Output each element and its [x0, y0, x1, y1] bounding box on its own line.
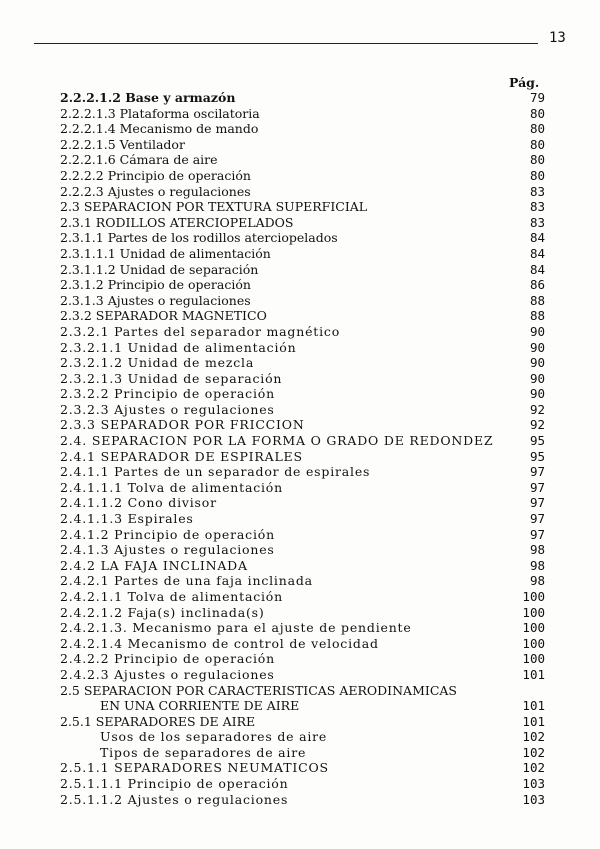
toc-entry-page: 97	[529, 479, 545, 495]
toc-entry-title-line: 2.3.2.1.1 Unidad de alimentación	[60, 339, 297, 355]
toc-entry-title-line: 2.3.2.1.3 Unidad de separación	[60, 370, 283, 386]
toc-entry-title	[60, 495, 217, 511]
toc-entry-title	[60, 760, 329, 776]
toc-entry	[60, 324, 545, 340]
toc-entry-title-line: 2.3.1 RODILLOS ATERCIOPELADOS	[60, 214, 294, 230]
toc-entry	[60, 464, 545, 480]
toc-entry-page: 97	[529, 464, 545, 480]
toc-entry-title	[60, 340, 296, 356]
toc-entry-title	[100, 745, 306, 761]
toc-entry-page: 90	[529, 323, 545, 339]
toc-entry-page: 100	[522, 635, 545, 651]
toc-entry	[60, 589, 545, 605]
toc-entry-page: 80	[529, 152, 545, 168]
toc-entry-title	[60, 589, 283, 605]
toc-entry-page: 102	[522, 760, 545, 776]
toc-entry-title	[60, 480, 283, 496]
toc-entry-title-line: Tipos de separadores de aire	[100, 744, 307, 760]
toc-entry-title	[60, 636, 379, 652]
toc-entry-page: 95	[529, 433, 545, 449]
toc-entry-page: 98	[529, 557, 545, 573]
toc-entry-title	[60, 355, 254, 371]
toc-entry-title	[60, 792, 288, 808]
toc-entry	[60, 683, 545, 714]
toc-entry	[60, 90, 545, 106]
toc-entry-page: 88	[529, 308, 545, 324]
toc-entry-page: 90	[529, 370, 545, 386]
toc-entry-title	[60, 527, 275, 543]
toc-entry	[60, 293, 545, 309]
toc-entry	[60, 745, 545, 761]
toc-entry-title	[60, 184, 251, 200]
toc-entry-page: 100	[522, 589, 545, 604]
toc-entry-title	[60, 433, 493, 449]
toc-entry-title	[60, 667, 275, 683]
toc-entry-page: 79	[529, 90, 545, 105]
toc-entry-page: 90	[529, 339, 545, 355]
toc-entry-page: 100	[522, 604, 545, 620]
toc-entry-title-line: 2.4.2.1 Partes de una faja inclinada	[60, 573, 313, 589]
toc-entry	[60, 215, 545, 231]
toc-entry	[60, 433, 545, 449]
toc-entry	[60, 277, 545, 293]
toc-entry-title	[60, 106, 260, 122]
toc-entry-page: 84	[529, 245, 545, 261]
toc-entry-page: 101	[522, 666, 545, 682]
toc-entry-title	[60, 776, 288, 792]
toc-entry	[60, 106, 545, 122]
toc-entry-title-line: 2.2.2.3 Ajustes o regulaciones	[60, 183, 251, 199]
toc-entry	[60, 199, 545, 215]
toc-entry-title	[60, 137, 185, 153]
toc-entry-title	[60, 199, 367, 215]
toc-entry-page: 97	[529, 511, 545, 527]
toc-entry-title-line: 2.2.2.1.2 Base y armazón	[60, 90, 236, 105]
toc-entry-title-line: 2.3.2 SEPARADOR MAGNETICO	[60, 308, 267, 324]
toc-entry-title-line: 2.5 SEPARACION POR CARACTERISTICAS AERODINAMICAS	[60, 682, 457, 698]
toc-entry-title	[60, 324, 340, 340]
toc-entry-page: 80	[529, 136, 545, 152]
toc-entry-title-line: 2.2.2.2 Principio de operación	[60, 167, 251, 183]
page-column-label: Pág.	[509, 75, 540, 90]
toc-entry	[60, 605, 545, 621]
toc-entry	[60, 760, 545, 776]
toc-entry	[60, 386, 545, 402]
toc-entry-page: 98	[529, 542, 545, 558]
toc-entry	[60, 636, 545, 652]
toc-entry	[60, 480, 545, 496]
toc-entry-title-line: 2.4.2.3 Ajustes o regulaciones	[60, 666, 275, 682]
toc-entry	[60, 714, 545, 730]
toc-entry-page: 90	[529, 386, 545, 402]
toc-entry-title	[60, 230, 338, 246]
toc-entry	[60, 729, 545, 745]
toc-entry	[60, 776, 545, 792]
toc-entry	[60, 184, 545, 200]
toc-entry-page: 102	[522, 744, 545, 760]
toc-entry-title-line: 2.4.2.1.2 Faja(s) inclinada(s)	[60, 604, 265, 620]
toc-entry-title	[60, 464, 370, 480]
toc-entry	[60, 620, 545, 636]
toc-entry-title-line: 2.4.1 SEPARADOR DE ESPIRALES	[60, 448, 303, 464]
toc-entry-title-line: 2.3.2.2 Principio de operación	[60, 386, 275, 402]
toc-entry-title	[60, 152, 218, 168]
toc-entry-title-line: 2.3.2.3 Ajustes o regulaciones	[60, 401, 275, 417]
toc-entry-page: 97	[529, 526, 545, 542]
toc-entry	[60, 340, 545, 356]
toc-entry	[60, 355, 545, 371]
toc-entry-page: 80	[529, 121, 545, 137]
toc-entry-title	[60, 277, 251, 293]
toc-entry-page: 102	[522, 729, 545, 745]
toc-entry	[60, 449, 545, 465]
header-rule	[34, 43, 538, 44]
toc-entry-title	[60, 386, 275, 402]
toc-entry-title-line: 2.2.2.1.3 Plataforma oscilatoria	[60, 105, 260, 121]
toc-entry-title-line: 2.5.1 SEPARADORES DE AIRE	[60, 713, 256, 729]
toc-entry-title	[60, 168, 251, 184]
toc-entry	[60, 137, 545, 153]
toc-entry-title-line: 2.3.1.3 Ajustes o regulaciones	[60, 292, 251, 308]
toc-entry-page: 98	[529, 573, 545, 589]
toc-entry-title-line: 2.4.2 LA FAJA INCLINADA	[60, 557, 248, 573]
toc-entry-title-line: 2.4.2.1.4 Mecanismo de control de velocidad	[60, 635, 379, 651]
toc-entry-title-line: Usos de los separadores de aire	[100, 729, 328, 745]
toc-entry-page: 90	[529, 355, 545, 371]
toc-entry-title-line: 2.2.2.1.6 Cámara de aire	[60, 152, 218, 168]
toc-entry-page: 83	[529, 183, 545, 199]
toc-entry-title	[60, 308, 267, 324]
toc-entry-title-line: 2.4.1.1.2 Cono divisor	[60, 495, 217, 511]
toc-entry	[60, 511, 545, 527]
toc-entry-title-line: 2.2.2.1.4 Mecanismo de mando	[60, 121, 259, 137]
toc-entry-title	[60, 121, 258, 137]
toc-entry-title-line: 2.4. SEPARACION POR LA FORMA O GRADO DE REDONDEZ	[60, 433, 494, 449]
toc-entry	[60, 402, 545, 418]
toc-entry-title-line: 2.3.1.1.1 Unidad de alimentación	[60, 245, 271, 261]
toc-entry-title-line: 2.3.2.1.2 Unidad de mezcla	[60, 355, 255, 371]
toc-entry	[60, 121, 545, 137]
toc-entry-page: 84	[529, 230, 545, 246]
table-of-contents	[60, 90, 545, 807]
toc-entry-title	[60, 605, 265, 621]
toc-entry-page: 101	[522, 698, 545, 714]
toc-entry-title-line: 2.3.2.1 Partes del separador magnético	[60, 323, 341, 339]
toc-entry	[60, 417, 545, 433]
toc-entry-page: 92	[529, 417, 545, 433]
toc-entry	[60, 230, 545, 246]
toc-entry-title	[60, 371, 282, 387]
page-number: 13	[549, 30, 566, 46]
toc-entry-page: 83	[529, 214, 545, 230]
toc-entry-title-line-2: EN UNA CORRIENTE DE AIRE	[100, 698, 300, 714]
toc-entry-title	[60, 558, 248, 574]
toc-entry-title	[60, 573, 313, 589]
toc-entry	[60, 371, 545, 387]
toc-entry-title	[60, 215, 293, 231]
toc-entry-title	[60, 90, 235, 106]
toc-entry-title	[60, 542, 275, 558]
toc-entry-title-line: 2.3.1.1.2 Unidad de separación	[60, 261, 259, 277]
toc-entry-title-line: 2.4.1.3 Ajustes o regulaciones	[60, 542, 275, 558]
toc-entry-title-line: 2.5.1.1.1 Principio de operación	[60, 775, 289, 791]
toc-entry-title	[60, 620, 412, 636]
toc-entry-title	[60, 651, 275, 667]
toc-entry-page: 84	[529, 261, 545, 277]
toc-entry	[60, 667, 545, 683]
toc-entry	[60, 246, 545, 262]
toc-entry-title	[60, 402, 275, 418]
toc-entry-page: 97	[529, 495, 545, 511]
toc-entry-title	[60, 246, 271, 262]
toc-entry	[60, 495, 545, 511]
toc-entry-title-line: 2.4.1.1 Partes de un separador de espirales	[60, 464, 371, 480]
toc-entry-title	[60, 449, 303, 465]
toc-entry-page: 103	[522, 775, 545, 791]
toc-entry-title	[60, 293, 251, 309]
toc-entry-title-line: 2.3 SEPARACION POR TEXTURA SUPERFICIAL	[60, 199, 368, 215]
toc-entry	[60, 542, 545, 558]
toc-entry-title-line: 2.5.1.1.2 Ajustes o regulaciones	[60, 791, 289, 807]
toc-entry	[60, 262, 545, 278]
toc-entry-page: 103	[522, 791, 545, 807]
toc-entry-title-line: 2.4.2.1.3. Mecanismo para el ajuste de pendiente	[60, 620, 412, 636]
toc-entry-title-line: 2.4.1.1.1 Tolva de alimentación	[60, 479, 283, 495]
toc-entry-title-line: 2.4.2.2 Principio de operación	[60, 651, 275, 667]
toc-entry-page: 88	[529, 292, 545, 308]
toc-entry	[60, 527, 545, 543]
toc-entry-title-line: 2.5.1.1 SEPARADORES NEUMATICOS	[60, 760, 329, 776]
toc-entry-title-line: 2.2.2.1.5 Ventilador	[60, 136, 185, 152]
toc-entry-title-line: 2.4.1.2 Principio de operación	[60, 526, 275, 542]
toc-entry-page: 101	[522, 713, 545, 729]
toc-entry-page: 92	[529, 401, 545, 417]
toc-entry-page: 80	[529, 167, 545, 183]
toc-entry-page: 100	[522, 651, 545, 667]
toc-entry	[60, 152, 545, 168]
toc-entry-page: 95	[529, 448, 545, 464]
toc-entry-page: 86	[529, 277, 545, 293]
toc-entry	[60, 558, 545, 574]
toc-entry-title	[100, 729, 327, 745]
toc-entry	[60, 651, 545, 667]
toc-entry-title	[60, 262, 258, 278]
toc-entry-title-line: 2.4.1.1.3 Espirales	[60, 511, 194, 527]
toc-entry-title-line: 2.4.2.1.1 Tolva de alimentación	[60, 589, 283, 604]
toc-entry-page: 80	[529, 105, 545, 121]
toc-entry-title	[60, 714, 255, 730]
toc-entry-title	[60, 417, 305, 433]
toc-entry-title-line: 2.3.1.1 Partes de los rodillos aterciopelados	[60, 230, 338, 246]
toc-entry-title-line: 2.3.3 SEPARADOR POR FRICCION	[60, 417, 305, 433]
toc-entry-title	[60, 683, 457, 714]
toc-entry	[60, 168, 545, 184]
toc-entry-page: 100	[522, 620, 545, 636]
toc-entry	[60, 573, 545, 589]
toc-entry-page: 83	[529, 199, 545, 215]
toc-entry-title	[60, 511, 194, 527]
toc-entry	[60, 308, 545, 324]
toc-entry	[60, 792, 545, 808]
toc-entry-title-line: 2.3.1.2 Principio de operación	[60, 277, 251, 293]
